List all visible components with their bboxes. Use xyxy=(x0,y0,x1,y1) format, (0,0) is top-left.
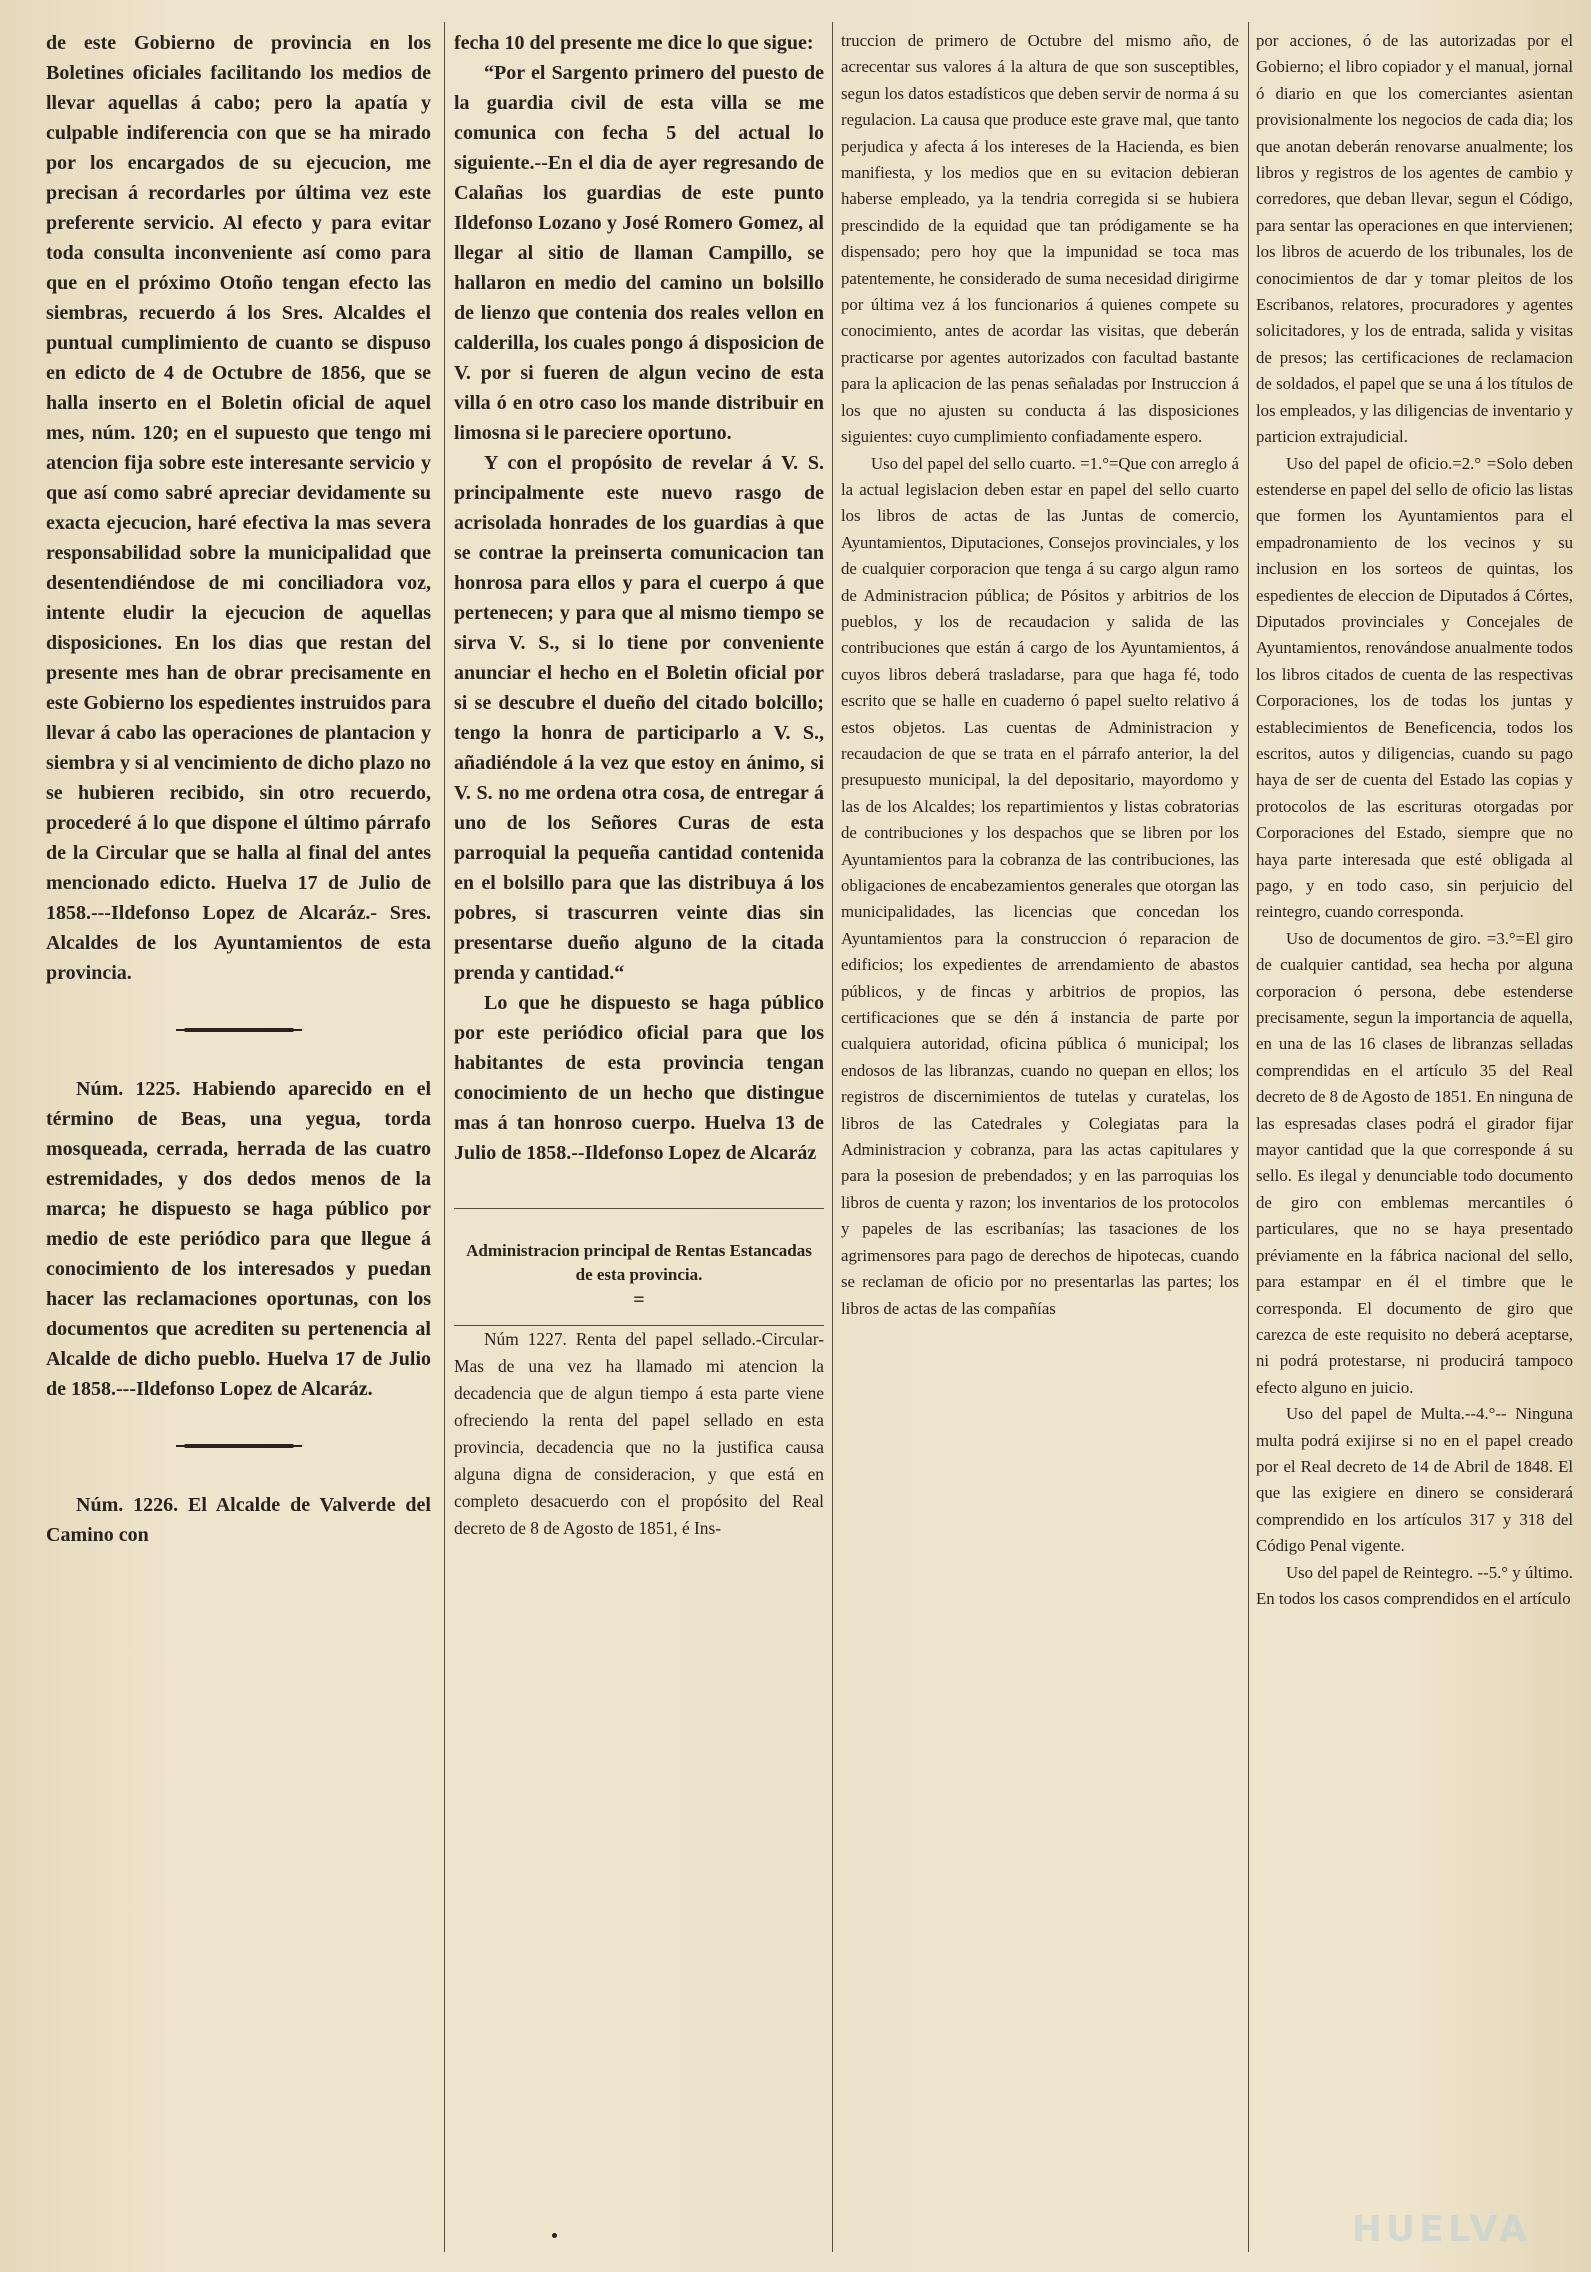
heading-mark: = xyxy=(633,1289,645,1311)
section-heading xyxy=(464,1239,814,1287)
article-1226-close: Lo que he dispuesto se haga público por este periódico oficial para que los habitantes de esta provincia tengan conocimiento de un hecho que distingue mas á tan honroso cuerpo. Huelva 13 de Julio de 1858.--Ildefonso Lopez de Alcaráz xyxy=(454,992,824,1164)
papel-oficio-section: Uso del papel de oficio.=2.° =Solo deben estenderse en papel del sello de oficio las listas que formen los Ayuntamientos para el empadronamiento de los vecinos y su inclusion en los sorteos de quintas, los espedientes de eleccion de Diputados á Córtes, Diputados provinciales y Concejales de Ayuntamientos, renovándose anualmente todos los libros citados de cuenta de las respectivas Corporaciones, los de todas los juntas y establecimientos de Beneficencia, todos los escritos, autos y diligencias, cuando su pago haya de ser de cuenta del Estado las copias y protocolos de las escrituras otorgadas por Corporaciones del Estado, siempre que no haya parte interesada que esté obligada al pago, y en todo caso, sin perjuicio del reintegro, cuando corresponda. xyxy=(1256,453,1573,922)
quoted-report: “Por el Sargento primero del puesto de la guardia civil de esta villa se me comunica con fecha 5 del actual lo siguiente.--En el dia de ayer regresando de Calañas los guardias de este punto Ildefonso Lozano y José Romero Gomez, al llegar al sitio de llaman Campillo, se hallaron en medio del camino un bolsillo de lienzo que contenia dos reales vellon en calderilla, los cuales pongo á disposicion de V. por si fueren de algun vecino de esta villa ó en otro caso los mande distribuir en limosna si le pareciere oportuno. xyxy=(454,62,824,444)
column-3 xyxy=(841,28,1239,2252)
documentos-giro-section: Uso de documentos de giro. =3.°=El giro de cualquier cantidad, sea hecha por alguna corporacion ó persona, debe estenderse precisamente, segun la importancia de aquella, en una de las 16 clases de libranzas selladas comprendidas en el artículo 35 del Real decreto de 8 de Agosto de 1851. En ninguna de las espresadas clases podrá el girador fijar mayor cantidad que la que corresponde á su sello. Es ilegal y denunciable todo documento de giro con emblemas mercantiles ó particulares, que no se haya presentado préviamente en la fábrica nacional del sello, para estampar en él el timbre que le corresponda. El documento de giro que carezca de este requisito no deberá aceptarse, ni podrá protestarse, ni producirá tampoco efecto alguno en juicio. xyxy=(1256,928,1573,1397)
ink-dot xyxy=(552,2233,557,2238)
archive-watermark: HUELVA xyxy=(1351,2209,1531,2250)
papel-reintegro-section: Uso del papel de Reintegro. --5.° y último. En todos los casos comprendidos en el artículo xyxy=(1256,1562,1573,1608)
article-1227-continuation: truccion de primero de Octubre del mismo año, de acrecentar sus valores á la altura de que son susceptibles, segun los datos estadísticos que deben servir de norma á su regulacion. La causa que produce este grave mal, que tanto perjudica y afecta á los intereses de la Hacienda, es bien manifiesta, y los medios que en su evitacion debieran haberse empleado, ya la tendria corregida si se hubiera prescindido de la equidad que tan pródigamente se ha dispensado; pero hoy que la impunidad se toca mas patentemente, he considerado de suma necesidad dirigirme por última vez á los funcionarios á quienes compete su conocimiento, antes de acordar las visitas, que deberán practicarse por agentes autorizados con facultad bastante para la aplicacion de las penas señaladas por Instruccion á los que no ajusten su conducta á las disposiciones siguientes: cuyo cumplimiento confiadamente espero. xyxy=(841,31,1239,447)
separator xyxy=(184,1026,294,1034)
column-2 xyxy=(454,28,824,2252)
sello-cuarto-continuation: por acciones, ó de las autorizadas por el Gobierno; el libro copiador y el manual, jornal ó diario en que los comerciantes asientan provisionalmente los negocios de cada dia; los que anotan deberán renovarse anualmente; los libros y registros de los agentes de cambio y corredores, que deban llevar, segun el Código, para sentar las operaciones en que intervienen; los libros de acuerdo de los tribunales, los de conocimientos de dar y tomar pleitos de los Escribanos, relatores, procuradores y agentes solicitadores, y los de entrada, salida y visitas de presos; las certificaciones de reclamacion de soldados, el papel que se una á los títulos de los empleados, y las diligencias de inventario y particion extrajudicial. xyxy=(1256,31,1573,447)
article-1225: Núm. 1225. Habiendo aparecido en el término de Beas, una yegua, torda mosqueada, cerrada, herrada de las cuatro estremidades, y dos dedos menos de la marca; he dispuesto se haga público por medio de este periódico para que llegue á conocimiento de los interesados y puedan hacer las reclamaciones oportunas, con los documentos que acrediten su pertenencia al Alcalde de dicho pueblo. Huelva 17 de Julio de 1858.---Ildefonso Lopez de Alcaráz. xyxy=(46,1078,431,1400)
column-rule xyxy=(1248,22,1249,2252)
column-rule xyxy=(832,22,833,2252)
section-heading-text: Administracion principal de Rentas Estancadas de esta provincia. xyxy=(466,1241,812,1284)
article-1226-body: Y con el propósito de revelar á V. S. principalmente este nuevo rasgo de acrisolada honrades de los guardias à que se contrae la preinserta comunicacion tan honrosa para ellos y para el cuerpo á que pertenecen; y para que al mismo tiempo se sirva V. S., si lo tiene por conveniente anunciar el hecho en el Boletin oficial por si se descubre el dueño del citado bolcillo; tengo la honra de participarlo a V. S., añadiéndole á la vez que estoy en ánimo, si V. S. no me ordena otra cosa, de entregar á uno de los Señores Curas de esta parroquial la pequeña cantidad contenida en el bolsillo para que las distribuya á los pobres, si trascurren veinte dias sin presentarse dueño alguno de la citada prenda y cantidad.“ xyxy=(454,452,824,984)
sello-cuarto-section: Uso del papel del sello cuarto. =1.°=Que con arreglo á la actual legislacion deben estar en papel del sello cuarto los libros de actas de las Juntas de comercio, Ayuntamientos, Diputaciones, Consejos provinciales, y los de cualquier corporacion que tenga á su cargo algun ramo de Administracion pública; de Pósitos y arbitrios de los pueblos, y los de recaudacion y salida de las contribuciones que están á cargo de los Ayuntamientos, á cuyos libros deberá trasladarse, para que haga fé, todo escrito que se halle en cuaderno ó papel suelto relativo á estos objetos. Las cuentas de Administracion y recaudacion de que se trata en el párrafo anterior, la del presupuesto municipal, la del depositario, mayordomo y las de los Alcaldes; los repartimientos y listas cobratorias de contribuciones y los despachos que se libren por los Ayuntamientos para la cobranza de las contribuciones, las obligaciones de encabezamientos generales que otorgan las municipalidades, las licencias que concedan los Ayuntamientos para la construccion ó reparacion de edificios; los expedientes de arrendamiento de abastos públicos, y de fincas y arbitrios de propios, las certificaciones que se dén á instancia de parte por cualquiera autoridad, oficina pública ó municipal; los endosos de las libranzas, cuando no quepan en ellos; los registros de discernimientos de tutelas y curatelas, los libros de las Catedrales y Colegiatas para la Administracion y cobranza, para las actas capitulares y para la posesion de prebendados; y en las parroquias los libros de cuenta y razon; los inventarios de los protocolos y papeles de las escribanías; las tasaciones de los agrimensores para pago de derechos de hipotecas, cuando se reclaman de oficio por no presentarlas las partes; los libros de actas de las compañías xyxy=(841,453,1239,1318)
article-continuation: de este Gobierno de provincia en los Boletines oficiales facilitando los medios de llevar aquellas á cabo; pero la apatía y culpable indiferencia con que se ha mirado por los encargados de su ejecucion, me precisan á recordarles por última vez este preferente servicio. Al efecto y para evitar toda consulta inconveniente así como para que en el próximo Otoño tengan efecto las siembras, recuerdo á los Sres. Alcaldes el puntual cumplimiento de cuanto se dispuso en edicto de 4 de Octubre de 1856, que se halla inserto en el Boletin oficial de aquel mes, núm. 120; en el supuesto que tengo mi atencion fija sobre este interesante servicio y que así como sabré apreciar devidamente su exacta ejecucion, haré efectiva la mas severa responsabilidad sobre la municipalidad que desentendiéndose de mi conciliadora voz, intente eludir la ejecucion de aquellas disposiciones. En los dias que restan del presente mes han de obrar precisamente en este Gobierno los espedientes instruidos para llevar á cabo las operaciones de plantacion y siembra y si al vencimiento de dicho plazo no se hubieren recibido, sin otro recuerdo, procederé á lo que dispone el último párrafo de la Circular que se halla al final del antes mencionado edicto. Huelva 17 de Julio de 1858.---Ildefonso Lopez de Alcaráz.- Sres. Alcaldes de los Ayuntamientos de esta provincia. xyxy=(46,32,431,984)
article-1226-start: Núm. 1226. El Alcalde de Valverde del Camino con xyxy=(46,1494,431,1546)
column-4 xyxy=(1256,28,1573,2252)
columns xyxy=(46,22,1573,2252)
papel-multa-section: Uso del papel de Multa.--4.°-- Ninguna multa podrá exijirse si no en el papel creado por el Real decreto de 14 de Abril de 1848. El que las exigiere en dinero se considerará comprendido en los artículos 317 y 318 del Código Penal vigente. xyxy=(1256,1404,1573,1556)
section-box xyxy=(454,1208,824,1326)
separator xyxy=(184,1442,294,1450)
column-rule xyxy=(444,22,445,2252)
column-1 xyxy=(46,28,431,2252)
article-1226-continuation: fecha 10 del presente me dice lo que sigue: xyxy=(454,32,814,54)
article-1227: Núm 1227. Renta del papel sellado.-Circular-Mas de una vez ha llamado mi atencion la decadencia que de algun tiempo á esta parte viene ofreciendo la renta del papel sellado en esta provincia, decadencia que no la justifica causa alguna digna de consideracion, y que está en completo desacuerdo con el propósito del Real decreto de 8 de Agosto de 1851, é Ins- xyxy=(454,1329,824,1538)
